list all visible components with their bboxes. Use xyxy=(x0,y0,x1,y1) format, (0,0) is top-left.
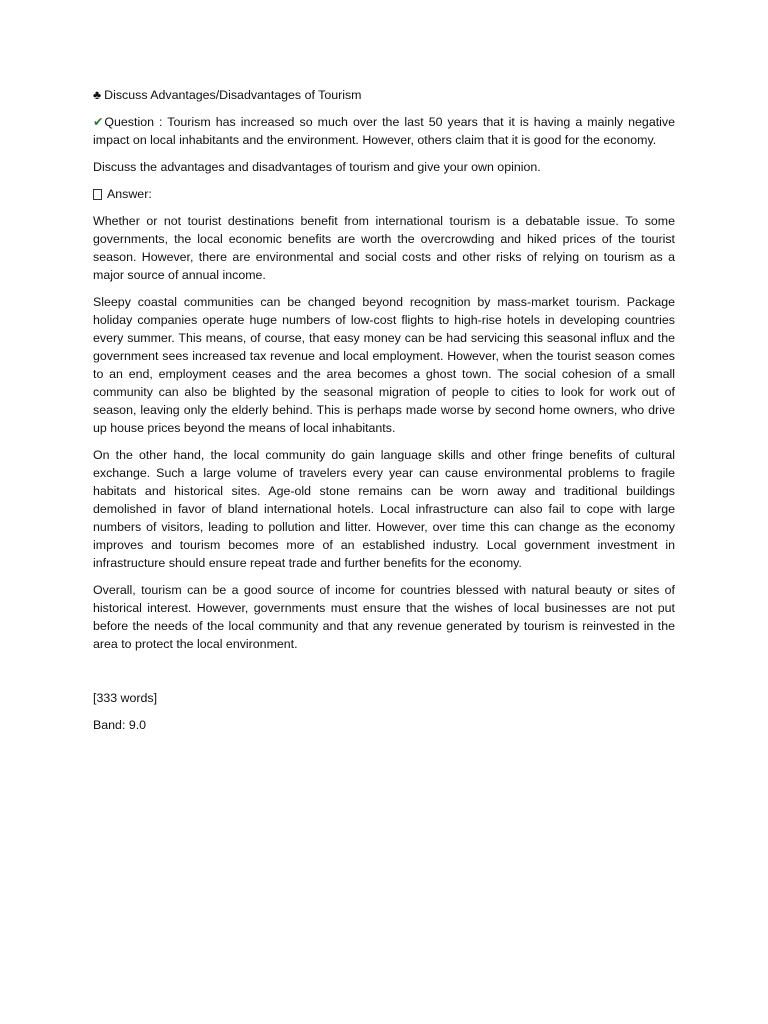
essay-title: Discuss Advantages/Disadvantages of Tourism xyxy=(104,88,362,102)
body-paragraph-3: On the other hand, the local community do gain language skills and other fringe benefits of cultural exchange. Such a large volume of travelers every year can cause environmental problems to fragile habitats and historical sites. Age-old stone remains can be worn away and traditional buildings demolished in favor of bland international hotels. Local infrastructure can also fail to cope with large numbers of visitors, leading to pollution and litter. However, over time this can change as the economy improves and tourism becomes more of an established industry. Local government investment in infrastructure should ensure repeat trade and further benefits for the economy. xyxy=(93,448,675,570)
body-paragraph-2: Sleepy coastal communities can be changed beyond recognition by mass-market tourism. Package holiday companies operate huge numbers of low-cost flights to high-rise hotels in developing countries every summer. This means, of course, that easy money can be had servicing this seasonal influx and the government sees increased tax revenue and local employment. However, when the tourist season comes to an end, employment ceases and the area becomes a ghost town. The social cohesion of a small community can also be blighted by the seasonal migration of people to cities to look for work out of season, leaving only the elderly behind. This is perhaps made worse by second home owners, who drive up house prices beyond the means of local inhabitants. xyxy=(93,295,675,435)
band-score: Band: 9.0 xyxy=(93,718,147,732)
answer-heading xyxy=(93,185,675,203)
club-suit-icon: ♣ xyxy=(93,88,102,102)
body-paragraph-1: Whether or not tourist destinations benefit from international tourism is a debatable issue. To some governments, the local economic benefits are worth the overcrowding and hiked prices of the tourist season. However, there are environmental and social costs and other risks of relying on tourism as a major source of annual income. xyxy=(93,214,675,282)
check-mark-icon: ✔ xyxy=(93,115,104,129)
spacer xyxy=(93,662,675,689)
question-text: Question : Tourism has increased so much over the last 50 years that it is having a mainly negative impact on local inhabitants and the environment. However, others claim that it is good for the economy. xyxy=(93,115,675,147)
question-paragraph xyxy=(93,113,675,149)
essay-title-line xyxy=(93,86,675,104)
prompt-paragraph: Discuss the advantages and disadvantages of tourism and give your own opinion. xyxy=(93,160,541,174)
body-paragraph-4: Overall, tourism can be a good source of income for countries blessed with natural beauty or sites of historical interest. However, governments must ensure that the wishes of local businesses are not put before the needs of the local community and that any revenue generated by tourism is reinvested in the area to protect the local environment. xyxy=(93,583,675,651)
word-count: [333 words] xyxy=(93,691,158,705)
answer-label: Answer: xyxy=(107,187,152,201)
missing-glyph-box-icon xyxy=(93,189,102,200)
essay-document xyxy=(93,86,675,743)
